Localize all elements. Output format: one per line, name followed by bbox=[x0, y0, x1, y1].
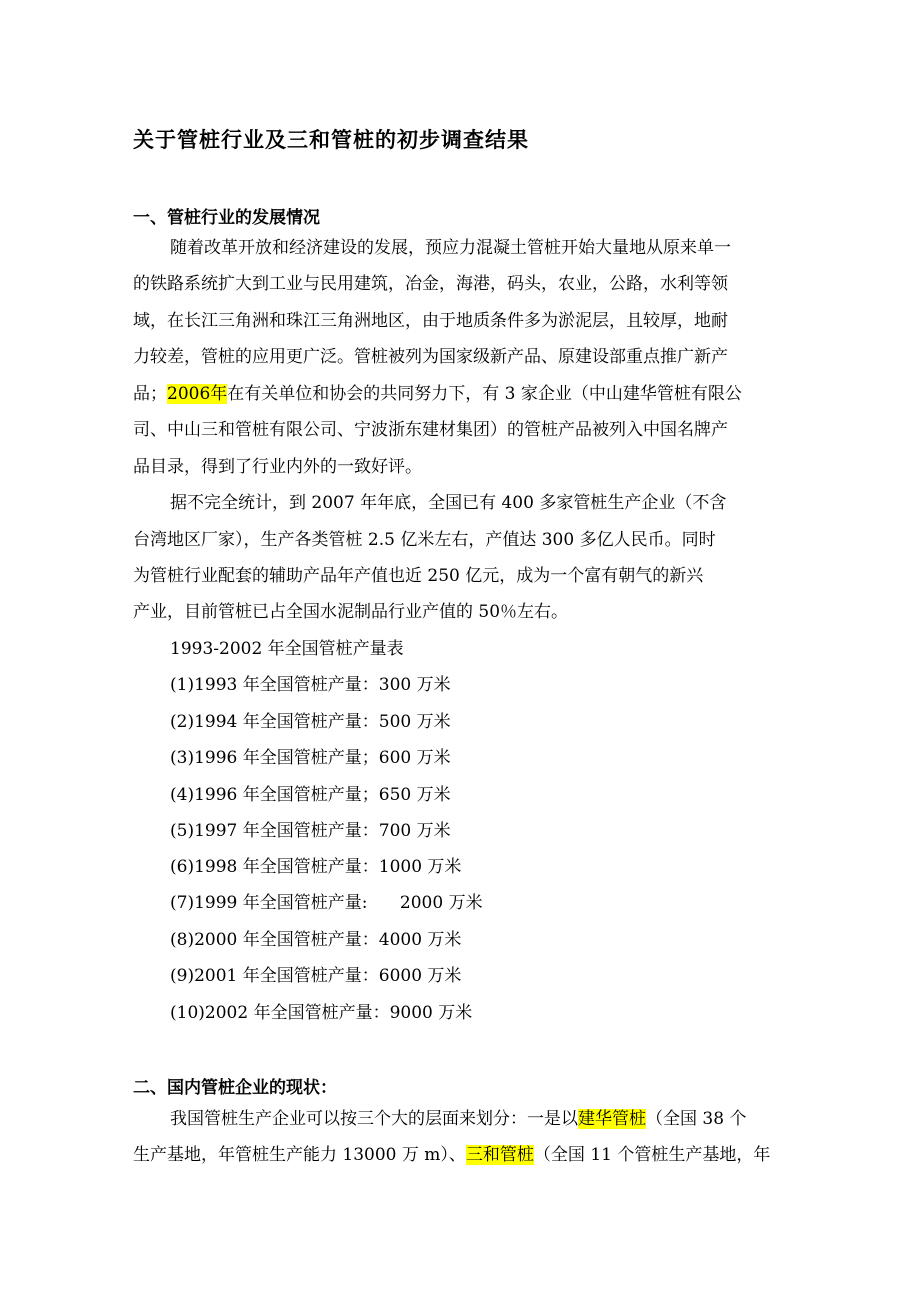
section2-line2 bbox=[133, 1143, 770, 1167]
section2-line1-pre: 我国管桩生产企业可以按三个大的层面来划分：一是以 bbox=[170, 1109, 578, 1129]
para1-line1: 随着改革开放和经济建设的发展，预应力混凝土管桩开始大量地从原来单一 bbox=[170, 238, 731, 258]
section2-line2-pre: 生产基地，年管桩生产能力 13000 万 m）、 bbox=[133, 1145, 466, 1165]
para1-line5-pre: 品； bbox=[133, 384, 167, 404]
list-item: (6)1998 年全国管桩产量：1000 万米 bbox=[170, 857, 462, 877]
section2-line1 bbox=[170, 1107, 746, 1131]
table-title: 1993-2002 年全国管桩产量表 bbox=[170, 639, 404, 659]
highlight-sanhe: 三和管桩 bbox=[465, 1145, 534, 1165]
list-item: (4)1996 年全国管桩产量；650 万米 bbox=[170, 785, 451, 805]
para1-line2: 的铁路系统扩大到工业与民用建筑，冶金，海港，码头，农业，公路，水利等领 bbox=[133, 274, 728, 294]
list-item: (10)2002 年全国管桩产量：9000 万米 bbox=[170, 1003, 473, 1023]
document-title: 关于管桩行业及三和管桩的初步调查结果 bbox=[133, 127, 529, 152]
para1-line7: 品目录，得到了行业内外的一致好评。 bbox=[133, 457, 422, 477]
section2-line2-post: （全国 11 个管桩生产基地，年 bbox=[533, 1145, 771, 1165]
list-item: (2)1994 年全国管桩产量：500 万米 bbox=[170, 712, 451, 732]
para2-line1: 据不完全统计，到 2007 年年底，全国已有 400 多家管桩生产企业（不含 bbox=[170, 493, 727, 513]
para2-line4: 产业，目前管桩已占全国水泥制品行业产值的 50％左右。 bbox=[133, 602, 569, 622]
highlight-jianhua: 建华管桩 bbox=[578, 1109, 646, 1129]
list-item: (8)2000 年全国管桩产量：4000 万米 bbox=[170, 930, 462, 950]
para2-line2: 台湾地区厂家），生产各类管桩 2.5 亿米左右，产值达 300 多亿人民币。同时 bbox=[133, 530, 716, 550]
list-item: (3)1996 年全国管桩产量；600 万米 bbox=[170, 748, 451, 768]
section1-heading: 一、管桩行业的发展情况 bbox=[133, 208, 320, 228]
list-item: (9)2001 年全国管桩产量：6000 万米 bbox=[170, 966, 462, 986]
para2-line3: 为管桩行业配套的辅助产品年产值也近 250 亿元，成为一个富有朝气的新兴 bbox=[133, 566, 704, 586]
section2-line1-post: （全国 38 个 bbox=[646, 1109, 747, 1129]
list-item: (5)1997 年全国管桩产量：700 万米 bbox=[170, 821, 451, 841]
section2-heading: 二、国内管桩企业的现状： bbox=[133, 1078, 337, 1098]
list-item: (7)1999 年全国管桩产量: 2000 万米 bbox=[170, 893, 483, 913]
list-item: (1)1993 年全国管桩产量：300 万米 bbox=[170, 675, 451, 695]
para1-line5-post: 在有关单位和协会的共同努力下，有 3 家企业（中山建华管桩有限公 bbox=[227, 384, 742, 404]
para1-line3: 域，在长江三角洲和珠江三角洲地区，由于地质条件多为淤泥层，且较厚，地耐 bbox=[133, 311, 728, 331]
para1-line6: 司、中山三和管桩有限公司、宁波浙东建材集团）的管桩产品被列入中国名牌产 bbox=[133, 420, 728, 440]
para1-line5 bbox=[133, 382, 742, 406]
para1-line4: 力较差，管桩的应用更广泛。管桩被列为国家级新产品、原建设部重点推广新产 bbox=[133, 347, 728, 367]
highlight-2006: 2006年 bbox=[167, 384, 228, 404]
